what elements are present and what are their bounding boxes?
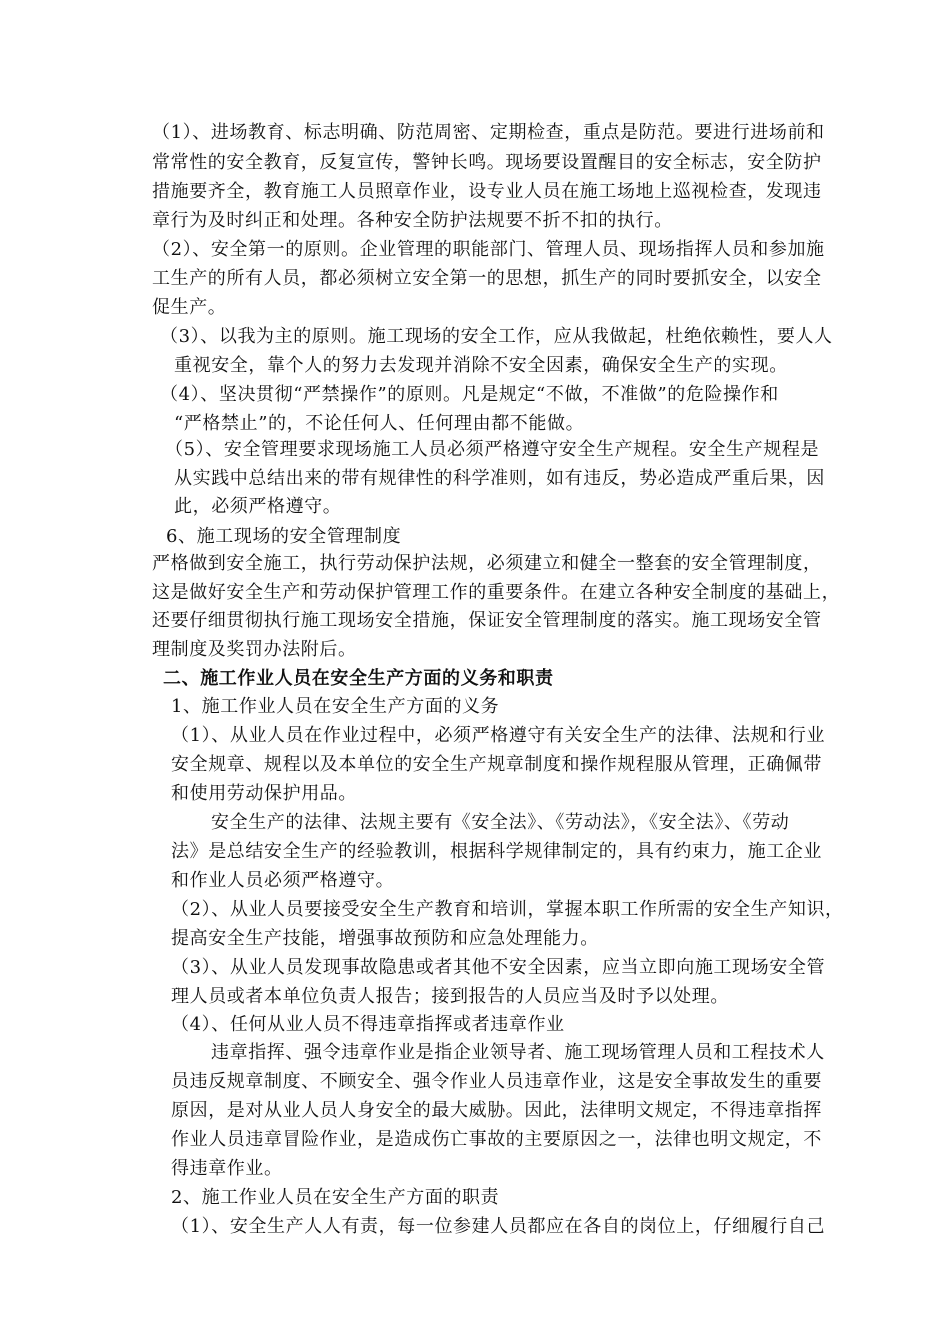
text-line: （3）、从业人员发现事故隐患或者其他不安全因素，应当立即向施工现场安全管 xyxy=(171,957,826,978)
text-line: 安全规章、规程以及本单位的安全生产规章制度和操作规程服从管理，正确佩带 xyxy=(171,754,822,775)
text-line: 原因，是对从业人员人身安全的最大威胁。因此，法律明文规定，不得违章指挥 xyxy=(171,1100,822,1121)
text-line: 还要仔细贯彻执行施工现场安全措施，保证安全管理制度的落实。施工现场安全管 xyxy=(152,610,822,631)
text-line: 和使用劳动保护用品。 xyxy=(171,783,357,804)
text-line: 得违章作业。 xyxy=(171,1158,283,1179)
text-line: 措施要齐全，教育施工人员照章作业，设专业人员在施工场地上巡视检查，发现违 xyxy=(152,181,822,202)
text-line: 员违反规章制度、不顾安全、强令作业人员违章作业，这是安全事故发生的重要 xyxy=(171,1071,822,1092)
text-line: （2）、从业人员要接受安全生产教育和培训，掌握本职工作所需的安全生产知识， xyxy=(171,899,844,920)
text-line: 常常性的安全教育，反复宣传，警钟长鸣。现场要设置醒目的安全标志，安全防护 xyxy=(152,152,822,173)
text-line: 6、施工现场的安全管理制度 xyxy=(166,526,402,547)
text-line: 作业人员违章冒险作业，是造成伤亡事故的主要原因之一，法律也明文规定，不 xyxy=(171,1129,822,1150)
text-line: 重视安全，靠个人的努力去发现并消除不安全因素，确保安全生产的实现。 xyxy=(174,355,788,376)
text-line: 促生产。 xyxy=(152,297,227,318)
text-line: （3）、以我为主的原则。施工现场的安全工作，应从我做起，杜绝依赖性，要人人 xyxy=(160,326,833,347)
text-line: （4）、任何从业人员不得违章指挥或者违章作业 xyxy=(171,1014,565,1035)
subsection-heading: 2、施工作业人员在安全生产方面的职责 xyxy=(171,1187,500,1208)
text-line: 严格做到安全施工，执行劳动保护法规，必须建立和健全一整套的安全管理制度， xyxy=(152,553,822,574)
text-line: 法》是总结安全生产的经验教训，根据科学规律制定的，具有约束力，施工企业 xyxy=(171,841,822,862)
text-line: 工生产的所有人员，都必须树立安全第一的思想，抓生产的同时要抓安全，以安全 xyxy=(152,268,822,289)
text-line: 违章指挥、强令违章作业是指企业领导者、施工现场管理人员和工程技术人 xyxy=(211,1042,825,1063)
text-line: 和作业人员必须严格遵守。 xyxy=(171,870,395,891)
text-line: 理人员或者本单位负责人报告；接到报告的人员应当及时予以处理。 xyxy=(171,986,729,1007)
text-line: （4）、坚决贯彻“严禁操作”的原则。凡是规定“不做，不准做”的危险操作和 xyxy=(160,384,779,405)
text-line: 提高安全生产技能，增强事故预防和应急处理能力。 xyxy=(171,928,599,949)
section-heading: 二、施工作业人员在安全生产方面的义务和职责 xyxy=(163,668,554,689)
text-line: 这是做好安全生产和劳动保护管理工作的重要条件。在建立各种安全制度的基础上， xyxy=(152,582,841,603)
text-line: 此，必须严格遵守。 xyxy=(174,496,342,517)
text-line: （2）、安全第一的原则。企业管理的职能部门、管理人员、现场指挥人员和参加施 xyxy=(152,239,825,260)
text-line: （1）、进场教育、标志明确、防范周密、定期检查，重点是防范。要进行进场前和 xyxy=(152,122,825,143)
text-line: 从实践中总结出来的带有规律性的科学准则，如有违反，势必造成严重后果，因 xyxy=(174,468,825,489)
text-line: 章行为及时纠正和处理。各种安全防护法规要不折不扣的执行。 xyxy=(152,210,673,231)
text-line: 理制度及奖罚办法附后。 xyxy=(152,639,357,660)
subsection-heading: 1、施工作业人员在安全生产方面的义务 xyxy=(171,696,500,717)
text-line: 安全生产的法律、法规主要有《安全法》、《劳动法》，《安全法》、《劳动 xyxy=(211,812,790,833)
text-line: （5）、安全管理要求现场施工人员必须严格遵守安全生产规程。安全生产规程是 xyxy=(165,439,820,460)
text-line: （1）、从业人员在作业过程中，必须严格遵守有关安全生产的法律、法规和行业 xyxy=(171,725,826,746)
text-line: （1）、安全生产人人有责，每一位参建人员都应在各自的岗位上，仔细履行自己 xyxy=(171,1216,826,1237)
text-line: “严格禁止”的，不论任何人、任何理由都不能做。 xyxy=(174,413,585,434)
